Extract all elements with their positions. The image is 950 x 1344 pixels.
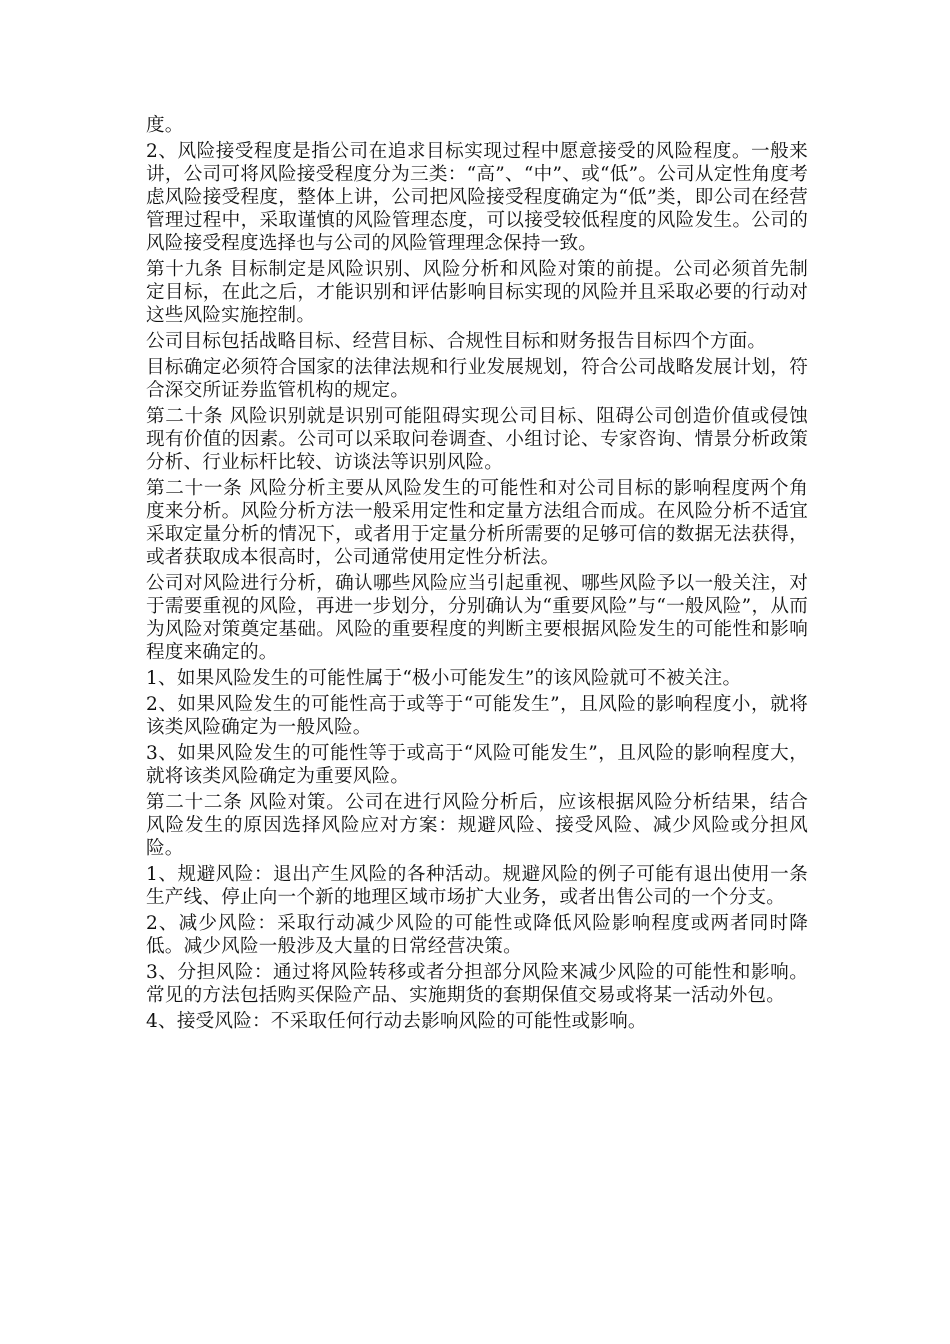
paragraph: 公司目标包括战略目标、经营目标、合规性目标和财务报告目标四个方面。 (146, 331, 767, 352)
paragraph: 第二十二条 风险对策。公司在进行风险分析后，应该根据风险分析结果，结合风险发生的原因选择风险应对方案：规避风险、接受风险、减少风险或分担风险。 (146, 792, 808, 859)
paragraph: 目标确定必须符合国家的法律法规和行业发展规划，符合公司战略发展计划，符合深交所证券监管机构的规定。 (146, 357, 808, 401)
paragraph: 3、如果风险发生的可能性等于或高于“风险可能发生”，且风险的影响程度大，就将该类风险确定为重要风险。 (146, 743, 808, 787)
paragraph: 1、如果风险发生的可能性属于“极小可能发生”的该风险就可不被关注。 (146, 668, 742, 689)
paragraph: 3、分担风险：通过将风险转移或者分担部分风险来减少风险的可能性和影响。常见的方法包括购买保险产品、实施期货的套期保值交易或将某一活动外包。 (146, 962, 808, 1006)
document-body (146, 114, 808, 1036)
paragraph: 4、接受风险：不采取任何行动去影响风险的可能性或影响。 (146, 1011, 647, 1032)
paragraph: 度。 (146, 115, 184, 136)
paragraph: 第二十条 风险识别就是识别可能阻碍实现公司目标、阻碍公司创造价值或侵蚀现有价值的因素。公司可以采取问卷调查、小组讨论、专家咨询、情景分析政策分析、行业标杆比较、访谈法等识别风险。 (146, 406, 808, 473)
paragraph: 2、减少风险：采取行动减少风险的可能性或降低风险影响程度或两者同时降低。减少风险一般涉及大量的日常经营决策。 (146, 913, 808, 957)
paragraph: 1、规避风险：退出产生风险的各种活动。规避风险的例子可能有退出使用一条生产线、停止向一个新的地理区域市场扩大业务，或者出售公司的一个分支。 (146, 864, 808, 908)
paragraph: 第十九条 目标制定是风险识别、风险分析和风险对策的前提。公司必须首先制定目标，在此之后，才能识别和评估影响目标实现的风险并且采取必要的行动对这些风险实施控制。 (146, 259, 808, 326)
paragraph: 2、风险接受程度是指公司在追求目标实现过程中愿意接受的风险程度。一般来讲，公司可将风险接受程度分为三类：“高”、“中”、或“低”。公司从定性角度考虑风险接受程度，整体上讲，公司把风险接受程度确定为“低”类，即公司在经营管理过程中，采取谨慎的风险管理态度，可以接受较低程度的风险发生。公司的风险接受程度选择也与公司的风险管理理念保持一致。 (146, 141, 808, 254)
paragraph: 2、如果风险发生的可能性高于或等于“可能发生”，且风险的影响程度小，就将该类风险确定为一般风险。 (146, 694, 808, 738)
paragraph: 公司对风险进行分析，确认哪些风险应当引起重视、哪些风险予以一般关注，对于需要重视的风险，再进一步划分，分别确认为“重要风险”与“一般风险”，从而为风险对策奠定基础。风险的重要程度的判断主要根据风险发生的可能性和影响程度来确定的。 (146, 573, 808, 663)
paragraph: 第二十一条 风险分析主要从风险发生的可能性和对公司目标的影响程度两个角度来分析。风险分析方法一般采用定性和定量方法组合而成。在风险分析不适宜采取定量分析的情况下，或者用于定量分析所需要的足够可信的数据无法获得，或者获取成本很高时，公司通常使用定性分析法。 (146, 478, 808, 568)
